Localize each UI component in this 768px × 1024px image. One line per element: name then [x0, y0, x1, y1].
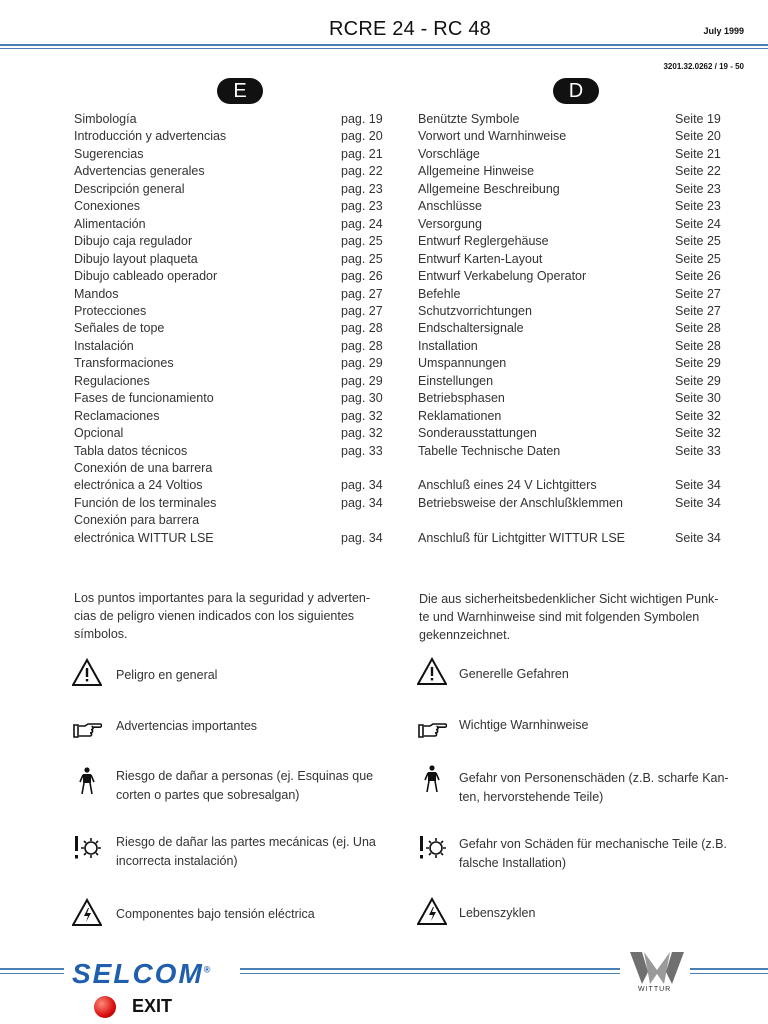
toc-entry-page: Seite 28	[675, 338, 721, 353]
symbol-label-german: Gefahr von Schäden für mechanische Teile (z.B. falsche Installation)	[459, 837, 727, 870]
toc-entry-page: Seite 34	[675, 495, 721, 510]
toc-row-german	[418, 286, 728, 303]
toc-entry-title: Mandos	[74, 286, 119, 301]
toc-entry-title: Descripción general	[74, 181, 185, 196]
document-code: 3201.32.0262 / 19 - 50	[663, 62, 744, 71]
intro-line: Los puntos importantes para la seguridad y adverten-	[74, 591, 371, 605]
toc-entry-title: Dibujo layout plaqueta	[74, 251, 198, 266]
toc-row-spanish	[74, 355, 394, 372]
toc-entry-title: Betriebsphasen	[418, 391, 505, 406]
table-of-contents-german	[418, 111, 728, 551]
header-rule-thin	[0, 48, 768, 49]
toc-entry-title: Simbología	[74, 112, 137, 126]
toc-entry-page: pag. 21	[341, 146, 383, 161]
toc-entry-page: Seite 28	[675, 321, 721, 336]
electric-hazard-icon	[417, 897, 447, 927]
toc-entry-page: Seite 24	[675, 216, 721, 231]
symbol-label-spanish: Riesgo de dañar las partes mecánicas (ej. Una incorrecta instalación)	[116, 835, 376, 868]
toc-row-german	[418, 460, 728, 477]
toc-row-spanish	[74, 216, 394, 233]
toc-row-german	[418, 373, 728, 390]
toc-row-spanish	[74, 303, 394, 320]
toc-row-spanish	[74, 163, 394, 180]
toc-entry-title: Entwurf Reglergehäuse	[418, 234, 549, 249]
toc-entry-page: pag. 29	[341, 356, 383, 371]
toc-entry-page: Seite 29	[675, 356, 721, 371]
table-of-contents-spanish	[74, 111, 394, 551]
toc-entry-title: Vorschläge	[418, 146, 480, 161]
toc-row-spanish	[74, 128, 394, 145]
toc-entry-title: Allgemeine Hinweise	[418, 164, 535, 179]
footer-rule-thin	[0, 973, 64, 974]
toc-row-german	[418, 251, 728, 268]
intro-line: cias de peligro vienen indicados con los siguientes	[74, 609, 355, 623]
toc-entry-page: Seite 23	[675, 181, 721, 196]
toc-entry-title: Anschlüsse	[418, 199, 482, 214]
toc-entry-page: pag. 33	[341, 443, 383, 458]
toc-row-german	[418, 443, 728, 460]
toc-entry-title: Instalación	[74, 338, 134, 353]
toc-row-spanish	[74, 408, 394, 425]
toc-entry-page: Seite 29	[675, 373, 721, 388]
toc-entry-title: Señales de tope	[74, 321, 165, 336]
toc-row-german	[418, 268, 728, 285]
toc-entry-page: Seite 21	[675, 146, 721, 161]
toc-row-german	[418, 181, 728, 198]
toc-entry-page: Seite 25	[675, 251, 721, 266]
toc-row-spanish	[74, 181, 394, 198]
toc-entry-page: Seite 19	[675, 112, 721, 126]
toc-row-spanish	[74, 495, 394, 512]
toc-entry-title: Dibujo caja regulador	[74, 234, 193, 249]
toc-entry-title: Versorgung	[418, 216, 482, 231]
toc-entry-title: Sonderausstattungen	[418, 426, 537, 441]
toc-entry-page: pag. 34	[341, 478, 383, 493]
symbol-label-german: Wichtige Warnhinweise	[459, 718, 589, 732]
toc-entry-page: pag. 27	[341, 303, 383, 318]
toc-entry-title: Entwurf Karten-Layout	[418, 251, 543, 266]
toc-entry-page: Seite 27	[675, 303, 721, 318]
exit-button-icon[interactable]	[94, 996, 116, 1018]
exit-button[interactable]: EXIT	[132, 996, 173, 1016]
toc-entry-title: Installation	[418, 338, 478, 353]
toc-row-german	[418, 390, 728, 407]
header-rule	[0, 44, 768, 46]
toc-entry-page: Seite 26	[675, 269, 721, 284]
toc-row-german	[418, 303, 728, 320]
intro-line: símbolos.	[74, 627, 128, 641]
toc-entry-title: Betriebsweise der Anschlußklemmen	[418, 495, 623, 510]
toc-row-spanish	[74, 111, 394, 128]
warning-triangle-icon	[417, 657, 447, 687]
toc-entry-title: Función de los terminales	[74, 495, 217, 510]
toc-entry-title: Sugerencias	[74, 146, 144, 161]
toc-entry-title: Alimentación	[74, 216, 146, 231]
pointing-hand-icon	[72, 715, 102, 745]
footer-rule-thin	[240, 973, 620, 974]
document-date: July 1999	[703, 26, 744, 36]
intro-paragraph-spanish	[74, 589, 404, 643]
symbol-label-spanish: Componentes bajo tensión eléctrica	[116, 907, 315, 921]
toc-row-spanish	[74, 425, 394, 442]
toc-entry-page: pag. 29	[341, 373, 383, 388]
toc-row-german	[418, 111, 728, 128]
toc-row-german	[418, 198, 728, 215]
toc-entry-title: Conexión de una barrera	[74, 461, 213, 475]
toc-row-german	[418, 408, 728, 425]
toc-entry-title: Conexión para barrera	[74, 513, 200, 528]
toc-row-german	[418, 512, 728, 529]
toc-entry-page: pag. 20	[341, 129, 383, 144]
toc-entry-page: pag. 23	[341, 181, 383, 196]
toc-entry-title: Fases de funcionamiento	[74, 391, 214, 406]
toc-row-spanish	[74, 198, 394, 215]
mechanical-damage-icon	[72, 833, 102, 863]
intro-line: Die aus sicherheitsbedenklicher Sicht wichtigen Punk-	[419, 592, 719, 606]
footer-rule	[0, 968, 64, 970]
toc-entry-page: pag. 34	[341, 530, 383, 545]
toc-entry-page: pag. 32	[341, 408, 383, 423]
wittur-logo-icon	[630, 952, 684, 984]
toc-entry-title: Tabelle Technische Daten	[418, 443, 561, 458]
toc-row-german	[418, 146, 728, 163]
pointing-hand-icon	[417, 715, 447, 745]
intro-paragraph-german	[419, 590, 749, 644]
toc-row-spanish	[74, 477, 394, 494]
toc-row-german	[418, 233, 728, 250]
language-badge-spanish: E	[217, 78, 263, 104]
toc-row-german	[418, 530, 728, 547]
symbol-label-german: Lebenszyklen	[459, 906, 536, 920]
toc-entry-page: pag. 19	[341, 112, 383, 126]
toc-entry-page: pag. 24	[341, 216, 383, 231]
symbol-label-spanish: Advertencias importantes	[116, 719, 258, 733]
toc-row-spanish	[74, 286, 394, 303]
toc-entry-page: pag. 22	[341, 164, 383, 179]
toc-entry-page: Seite 33	[675, 443, 721, 458]
toc-entry-page: pag. 27	[341, 286, 383, 301]
toc-row-spanish	[74, 443, 394, 460]
symbol-label-german: Gefahr von Personenschäden (z.B. scharfe Kan- ten, hervorstehende Teile)	[459, 771, 729, 804]
warning-triangle-icon	[72, 658, 102, 688]
toc-entry-title: Benützte Symbole	[418, 112, 520, 126]
toc-entry-page: Seite 34	[675, 530, 721, 545]
toc-entry-page: Seite 23	[675, 199, 721, 214]
toc-entry-title: Vorwort und Warnhinweise	[418, 129, 567, 144]
toc-entry-page: Seite 32	[675, 426, 721, 441]
toc-row-spanish	[74, 460, 394, 477]
toc-entry-title: Umspannungen	[418, 356, 507, 371]
symbol-label-spanish: Peligro en general	[116, 668, 218, 682]
toc-row-german	[418, 477, 728, 494]
toc-entry-page: pag. 28	[341, 321, 383, 336]
toc-row-german	[418, 128, 728, 145]
toc-entry-title: Anschluß eines 24 V Lichtgitters	[418, 478, 597, 493]
toc-entry-page: Seite 30	[675, 391, 721, 406]
toc-row-spanish	[74, 146, 394, 163]
toc-entry-title: Protecciones	[74, 303, 147, 318]
toc-row-spanish	[74, 338, 394, 355]
toc-entry-page: pag. 25	[341, 234, 383, 249]
toc-entry-title: Schutzvorrichtungen	[418, 303, 532, 318]
toc-entry-title: Introducción y advertencias	[74, 129, 227, 144]
toc-row-german	[418, 425, 728, 442]
toc-entry-page: pag. 30	[341, 391, 383, 406]
toc-row-german	[418, 163, 728, 180]
toc-entry-page: pag. 25	[341, 251, 383, 266]
toc-entry-title: Regulaciones	[74, 373, 150, 388]
intro-line: te und Warnhinweise sind mit folgenden Symbolen	[419, 610, 700, 624]
toc-entry-title: electrónica a 24 Voltios	[74, 478, 203, 493]
mechanical-damage-icon	[417, 833, 447, 863]
toc-row-spanish	[74, 268, 394, 285]
electric-hazard-icon	[72, 898, 102, 928]
toc-entry-page: Seite 32	[675, 408, 721, 423]
person-injury-icon	[417, 764, 447, 794]
footer-rule-thin	[690, 973, 768, 974]
toc-row-spanish	[74, 373, 394, 390]
toc-entry-page: pag. 32	[341, 426, 383, 441]
toc-row-german	[418, 216, 728, 233]
toc-entry-page: Seite 22	[675, 164, 721, 179]
toc-entry-title: Endschaltersignale	[418, 321, 524, 336]
toc-entry-title: Reclamaciones	[74, 408, 160, 423]
toc-entry-title: Advertencias generales	[74, 164, 205, 179]
toc-entry-page: Seite 27	[675, 286, 721, 301]
symbol-label-spanish: Riesgo de dañar a personas (ej. Esquinas que corten o partes que sobresalgan)	[116, 769, 374, 802]
toc-row-german	[418, 495, 728, 512]
toc-entry-page: Seite 25	[675, 234, 721, 249]
footer-rule	[240, 968, 620, 970]
toc-entry-page: Seite 34	[675, 478, 721, 493]
toc-entry-page: pag. 34	[341, 495, 383, 510]
toc-row-spanish	[74, 251, 394, 268]
toc-entry-title: Tabla datos técnicos	[74, 443, 188, 458]
toc-entry-title: Reklamationen	[418, 408, 502, 423]
toc-entry-page: Seite 20	[675, 129, 721, 144]
toc-row-spanish	[74, 320, 394, 337]
toc-row-spanish	[74, 390, 394, 407]
wittur-logo-label: WITTUR	[638, 986, 672, 993]
person-injury-icon	[72, 766, 102, 796]
toc-entry-title: electrónica WITTUR LSE	[74, 530, 214, 545]
toc-entry-page: pag. 23	[341, 199, 383, 214]
toc-entry-page: pag. 26	[341, 269, 383, 284]
language-badge-german: D	[553, 78, 599, 104]
toc-row-german	[418, 320, 728, 337]
document-title: RCRE 24 - RC 48	[329, 18, 491, 40]
toc-row-spanish	[74, 233, 394, 250]
toc-entry-title: Opcional	[74, 426, 124, 441]
toc-entry-title: Anschluß für Lichtgitter WITTUR LSE	[418, 530, 626, 545]
toc-row-spanish	[74, 512, 394, 529]
toc-entry-title: Dibujo cableado operador	[74, 269, 218, 284]
toc-entry-title: Transformaciones	[74, 356, 174, 371]
toc-entry-title: Conexiones	[74, 199, 141, 214]
symbol-label-german: Generelle Gefahren	[459, 667, 569, 681]
selcom-logo: SELCOM®	[72, 958, 213, 989]
toc-entry-title: Entwurf Verkabelung Operator	[418, 269, 587, 284]
toc-row-german	[418, 355, 728, 372]
toc-entry-title: Einstellungen	[418, 373, 494, 388]
toc-entry-page: pag. 28	[341, 338, 383, 353]
intro-line: gekennzeichnet.	[419, 628, 511, 642]
toc-entry-title: Allgemeine Beschreibung	[418, 181, 560, 196]
toc-row-german	[418, 338, 728, 355]
toc-row-spanish	[74, 530, 394, 547]
footer-rule	[690, 968, 768, 970]
toc-entry-title: Befehle	[418, 286, 461, 301]
